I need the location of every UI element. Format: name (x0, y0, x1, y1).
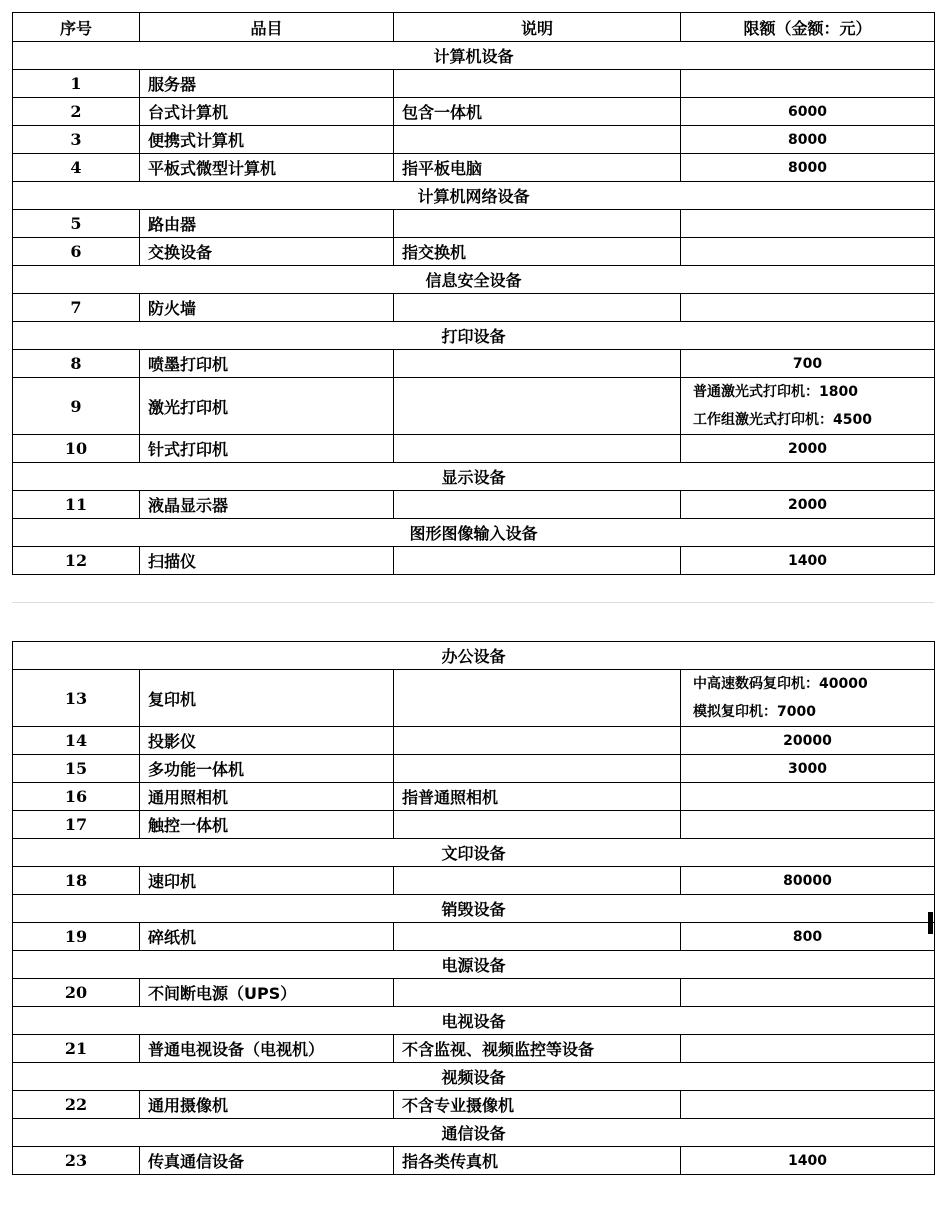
row-item: 针式打印机 (140, 435, 394, 463)
row-number: 15 (13, 755, 140, 783)
header-limit: 限额（金额：元） (681, 13, 935, 42)
row-number: 2 (13, 98, 140, 126)
category-label: 文印设备 (13, 839, 935, 867)
category-label: 信息安全设备 (13, 266, 935, 294)
row-note (394, 294, 681, 322)
row-number: 10 (13, 435, 140, 463)
row-item: 多功能一体机 (140, 755, 394, 783)
row-limit (681, 1091, 935, 1119)
row-number: 7 (13, 294, 140, 322)
table-row (13, 491, 935, 519)
row-limit (681, 670, 935, 727)
row-note (394, 126, 681, 154)
row-number: 1 (13, 70, 140, 98)
category-label: 销毁设备 (13, 895, 935, 923)
row-limit: 8000 (681, 126, 935, 154)
table-body (13, 642, 935, 1175)
header-note: 说明 (394, 13, 681, 42)
row-item: 投影仪 (140, 727, 394, 755)
row-limit (681, 811, 935, 839)
row-item: 交换设备 (140, 238, 394, 266)
row-limit-line: 普通激光式打印机：1800 (693, 384, 858, 400)
row-limit: 6000 (681, 98, 935, 126)
category-row (13, 42, 935, 70)
category-row (13, 642, 935, 670)
row-item: 触控一体机 (140, 811, 394, 839)
row-limit: 80000 (681, 867, 935, 895)
table-row (13, 98, 935, 126)
table-row (13, 378, 935, 435)
row-item: 碎纸机 (140, 923, 394, 951)
row-limit: 2000 (681, 491, 935, 519)
page-break-line (12, 602, 934, 603)
row-limit (681, 378, 935, 435)
row-limit: 1400 (681, 547, 935, 575)
row-limit (681, 1035, 935, 1063)
row-limit: 20000 (681, 727, 935, 755)
row-note (394, 491, 681, 519)
row-note (394, 350, 681, 378)
row-item: 通用照相机 (140, 783, 394, 811)
row-note: 不含监视、视频监控等设备 (394, 1035, 681, 1063)
table-header (13, 13, 935, 42)
row-item: 液晶显示器 (140, 491, 394, 519)
row-note (394, 979, 681, 1007)
row-item: 服务器 (140, 70, 394, 98)
category-row (13, 322, 935, 350)
row-number: 13 (13, 670, 140, 727)
row-number: 18 (13, 867, 140, 895)
row-number: 9 (13, 378, 140, 435)
category-label: 通信设备 (13, 1119, 935, 1147)
table-row (13, 1147, 935, 1175)
row-limit: 800 (681, 923, 935, 951)
table-row (13, 755, 935, 783)
row-limit: 8000 (681, 154, 935, 182)
table-row (13, 727, 935, 755)
row-note: 包含一体机 (394, 98, 681, 126)
category-row (13, 1007, 935, 1035)
table-row (13, 238, 935, 266)
row-item: 扫描仪 (140, 547, 394, 575)
row-note (394, 378, 681, 435)
row-item: 激光打印机 (140, 378, 394, 435)
table-body (13, 42, 935, 575)
row-item: 速印机 (140, 867, 394, 895)
row-note: 指普通照相机 (394, 783, 681, 811)
row-limit: 700 (681, 350, 935, 378)
row-note: 指交换机 (394, 238, 681, 266)
table-row (13, 547, 935, 575)
row-note (394, 670, 681, 727)
row-limit (681, 979, 935, 1007)
row-note (394, 811, 681, 839)
row-number: 8 (13, 350, 140, 378)
row-item: 普通电视设备（电视机） (140, 1035, 394, 1063)
row-number: 17 (13, 811, 140, 839)
category-label: 视频设备 (13, 1063, 935, 1091)
category-label: 图形图像输入设备 (13, 519, 935, 547)
row-item: 路由器 (140, 210, 394, 238)
row-note: 不含专业摄像机 (394, 1091, 681, 1119)
row-number: 19 (13, 923, 140, 951)
category-row (13, 1119, 935, 1147)
category-row (13, 951, 935, 979)
row-item: 防火墙 (140, 294, 394, 322)
row-item: 平板式微型计算机 (140, 154, 394, 182)
category-row (13, 463, 935, 491)
row-item: 喷墨打印机 (140, 350, 394, 378)
row-number: 12 (13, 547, 140, 575)
table-row (13, 783, 935, 811)
row-limit: 1400 (681, 1147, 935, 1175)
row-number: 5 (13, 210, 140, 238)
category-row (13, 895, 935, 923)
row-note (394, 210, 681, 238)
row-item: 传真通信设备 (140, 1147, 394, 1175)
table-row (13, 70, 935, 98)
row-note (394, 70, 681, 98)
equipment-table-part-1 (12, 12, 935, 575)
row-number: 14 (13, 727, 140, 755)
row-note: 指平板电脑 (394, 154, 681, 182)
category-row (13, 266, 935, 294)
row-item: 台式计算机 (140, 98, 394, 126)
row-limit (681, 783, 935, 811)
margin-mark (928, 912, 933, 934)
row-note: 指各类传真机 (394, 1147, 681, 1175)
row-item: 复印机 (140, 670, 394, 727)
category-label: 电源设备 (13, 951, 935, 979)
row-number: 21 (13, 1035, 140, 1063)
table-row (13, 294, 935, 322)
table-row (13, 670, 935, 727)
table-row (13, 126, 935, 154)
row-note (394, 755, 681, 783)
row-limit-line: 模拟复印机：7000 (693, 704, 816, 720)
row-limit (681, 210, 935, 238)
row-number: 11 (13, 491, 140, 519)
category-label: 打印设备 (13, 322, 935, 350)
table-row (13, 1035, 935, 1063)
table-row (13, 435, 935, 463)
category-label: 计算机网络设备 (13, 182, 935, 210)
row-item: 不间断电源（UPS） (140, 979, 394, 1007)
row-limit: 3000 (681, 755, 935, 783)
row-number: 3 (13, 126, 140, 154)
row-limit-line: 中高速数码复印机：40000 (693, 676, 868, 692)
row-number: 20 (13, 979, 140, 1007)
row-note (394, 867, 681, 895)
table-row (13, 350, 935, 378)
row-item: 便携式计算机 (140, 126, 394, 154)
row-item: 通用摄像机 (140, 1091, 394, 1119)
equipment-table-part-2 (12, 641, 935, 1175)
row-limit: 2000 (681, 435, 935, 463)
table-row (13, 923, 935, 951)
row-note (394, 727, 681, 755)
category-row (13, 182, 935, 210)
category-label: 办公设备 (13, 642, 935, 670)
table-row (13, 867, 935, 895)
row-number: 16 (13, 783, 140, 811)
row-limit (681, 70, 935, 98)
row-number: 22 (13, 1091, 140, 1119)
category-label: 电视设备 (13, 1007, 935, 1035)
category-row (13, 839, 935, 867)
row-limit (681, 238, 935, 266)
header-number: 序号 (13, 13, 140, 42)
row-number: 6 (13, 238, 140, 266)
row-limit-line: 工作组激光式打印机：4500 (693, 412, 872, 428)
category-row (13, 519, 935, 547)
row-limit (681, 294, 935, 322)
row-note (394, 923, 681, 951)
category-row (13, 1063, 935, 1091)
table-row (13, 811, 935, 839)
row-number: 4 (13, 154, 140, 182)
table-row (13, 210, 935, 238)
table-row (13, 979, 935, 1007)
table-row (13, 1091, 935, 1119)
row-note (394, 547, 681, 575)
category-label: 显示设备 (13, 463, 935, 491)
category-label: 计算机设备 (13, 42, 935, 70)
row-number: 23 (13, 1147, 140, 1175)
table-row (13, 154, 935, 182)
header-item: 品目 (140, 13, 394, 42)
row-note (394, 435, 681, 463)
